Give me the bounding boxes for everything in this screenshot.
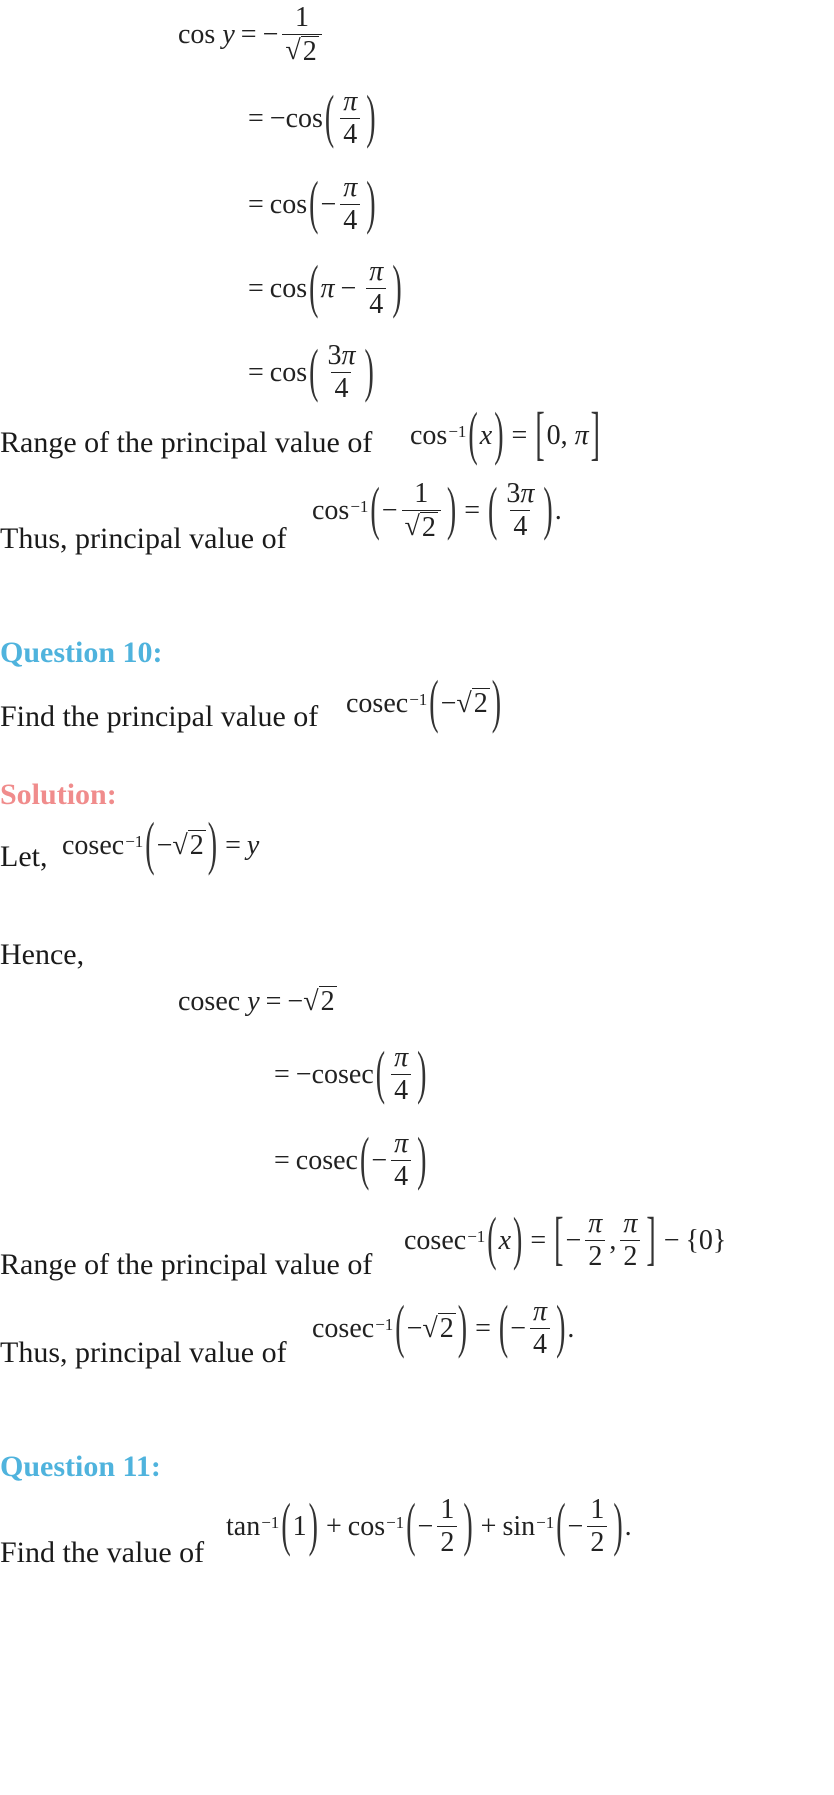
q9-derivation-line-3: = cos ( − $\frac{\pi}{4}$ ) bbox=[248, 171, 376, 237]
q10-derivation-line-3: = cosec ( − $\frac{\pi}{4}$ ) bbox=[274, 1127, 427, 1193]
q9-range-formula: cos −1 ( x ) = [ 0, π ] bbox=[410, 402, 600, 468]
q10-range-formula: cosec −1 ( x ) = [ − $\frac{\pi}{2}$ , $\frac{\pi}{2}$ ] − {0} bbox=[404, 1207, 727, 1273]
q10-thus-formula: cosec −1 ( − √ 2 ) = ( − $\frac{\pi}{4}$ ) . bbox=[312, 1295, 575, 1361]
q10-thus-text: Thus, principal value of bbox=[0, 1336, 287, 1369]
q10-let-formula: cosec −1 ( − √ 2 ) = y bbox=[62, 812, 260, 878]
question-11-heading: Question 11: bbox=[0, 1450, 161, 1483]
q9-derivation-line-1: cos y = − 1 √ 2 bbox=[178, 2, 326, 67]
q10-prompt-formula: cosec −1 ( − √ 2 ) bbox=[346, 670, 502, 736]
q9-thus-text: Thus, principal value of bbox=[0, 522, 287, 555]
q9-thus-formula: cos −1 ( − 1 √ 2 ) = ( $\frac{3\pi}{4}$ ) . bbox=[312, 477, 562, 543]
question-10-heading: Question 10: bbox=[0, 636, 163, 669]
q11-prompt-formula: tan −1 ( 1 ) + cos −1 ( − $\frac{1}{2}$ ) + sin −1 ( − $\frac{1}{2}$ ) . bbox=[226, 1493, 632, 1559]
q9-derivation-line-5: = cos ( $\frac{3\pi}{4}$ ) bbox=[248, 339, 374, 405]
q9-derivation-line-4: = cos ( π − $\frac{\pi}{4}$ ) bbox=[248, 255, 402, 321]
q10-prompt-text: Find the principal value of bbox=[0, 700, 319, 733]
q9-derivation-line-2: = −cos ( $\frac{\pi}{4}$ ) bbox=[248, 85, 376, 151]
q10-let-text: Let, bbox=[0, 840, 48, 873]
q10-derivation-line-2: = −cosec ( $\frac{\pi}{4}$ ) bbox=[274, 1041, 427, 1107]
solution-heading: Solution: bbox=[0, 778, 117, 811]
q9-range-text: Range of the principal value of bbox=[0, 426, 373, 459]
q10-hence-text: Hence, bbox=[0, 938, 85, 971]
q11-prompt-text: Find the value of bbox=[0, 1536, 205, 1569]
q10-range-text: Range of the principal value of bbox=[0, 1248, 373, 1281]
q10-derivation-line-1: cosec y = − √ 2 bbox=[178, 986, 335, 1018]
